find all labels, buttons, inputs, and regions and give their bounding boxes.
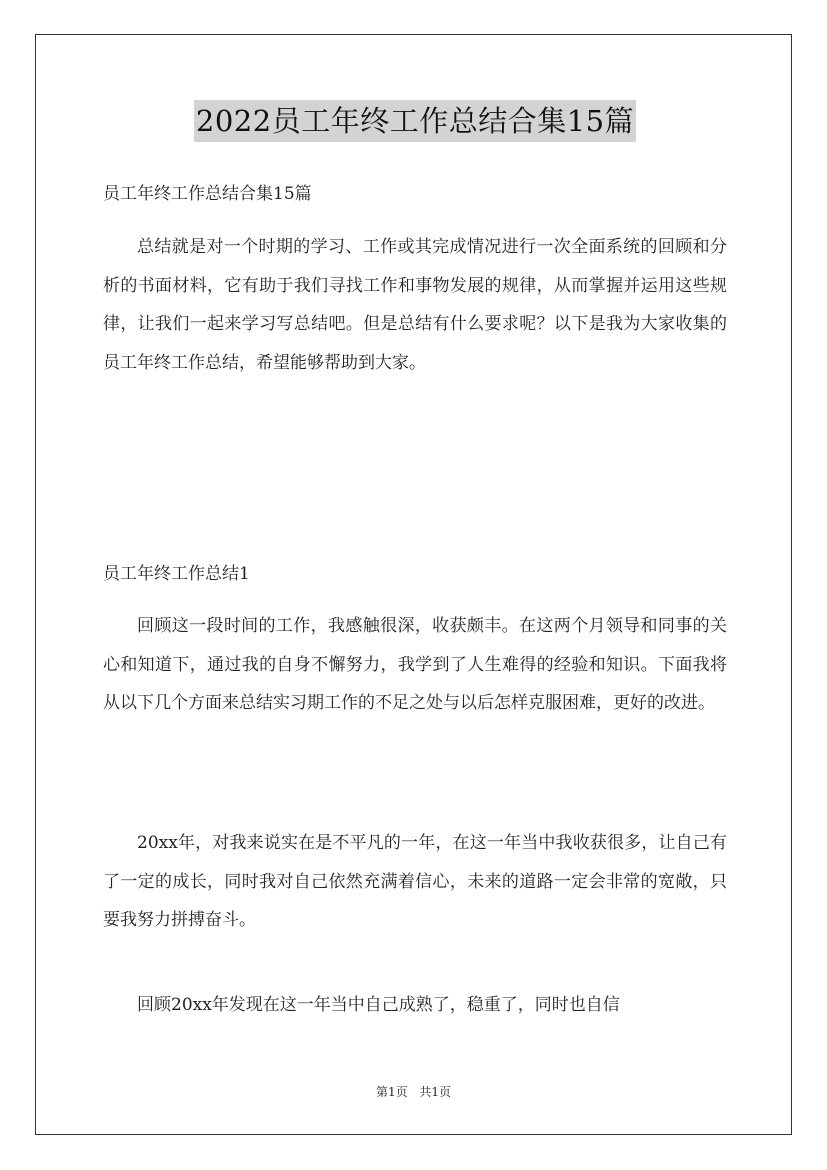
section-title: 员工年终工作总结1 — [103, 564, 250, 584]
document-subtitle: 员工年终工作总结合集15篇 — [103, 184, 312, 204]
intro-paragraph: 总结就是对一个时期的学习、工作或其完成情况进行一次全面系统的回顾和分析的书面材料，它有助于我们寻找工作和事物发展的规律，从而掌握并运用这些规律，让我们一起来学习写总结吧。但是总结有什么要求呢？以下是我为大家收集的员工年终工作总结，希望能够帮助到大家。 — [103, 237, 727, 373]
document-title: 2022员工年终工作总结合集15篇 — [194, 100, 636, 142]
page-number: 第1页 — [375, 1085, 408, 1099]
body-paragraph-1: 回顾这一段时间的工作，我感触很深，收获颇丰。在这两个月领导和同事的关心和知道下，通过我的自身不懈努力，我学到了人生难得的经验和知识。下面我将从以下几个方面来总结实习期工作的不足之处与以后怎样克服困难，更好的改进。 — [103, 616, 727, 713]
page-footer — [0, 1083, 827, 1100]
body-paragraph-3: 回顾20xx年发现在这一年当中自己成熟了，稳重了，同时也自信 — [137, 995, 620, 1015]
body-paragraph-2: 20xx年，对我来说实在是不平凡的一年，在这一年当中我收获很多，让自己有了一定的成长，同时我对自己依然充满着信心，未来的道路一定会非常的宽敞，只要我努力拼搏奋斗。 — [103, 833, 727, 930]
title-wrapper — [103, 100, 727, 142]
page-total: 共1页 — [419, 1085, 452, 1099]
